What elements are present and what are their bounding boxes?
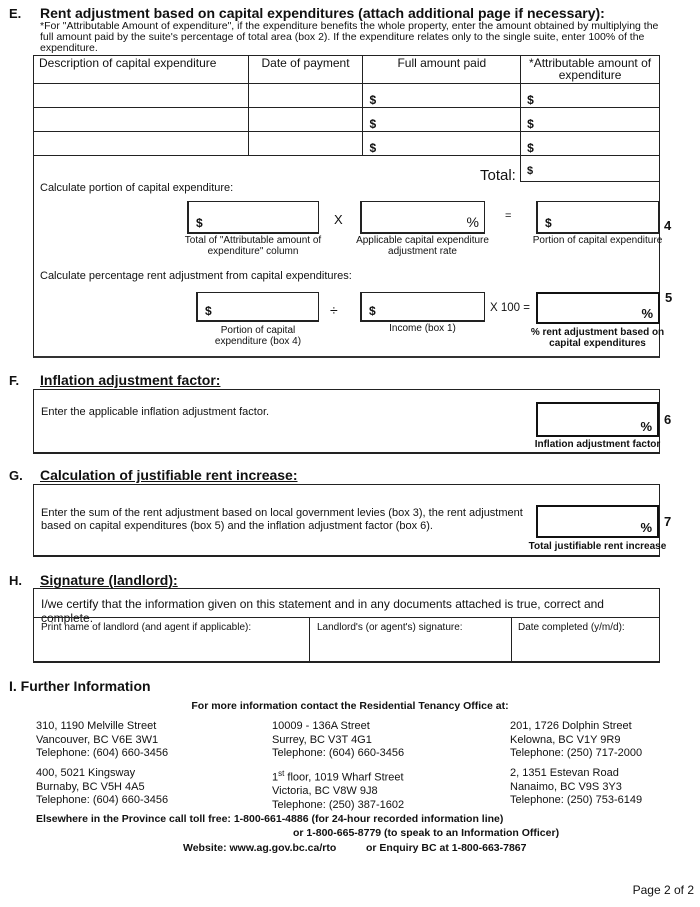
office-phone-line: Telephone: (250) 753-6149 [510,794,643,806]
total-label: Total: [480,167,516,184]
section-f-title: Inflation adjustment factor: [40,372,221,388]
dollar-symbol: $ [205,304,212,318]
enquiry-bc: or Enquiry BC at 1-800-663-7867 [366,842,527,854]
total-value-field[interactable] [520,155,660,182]
header-full-amount: Full amount paid [363,56,521,84]
percent-symbol: % [640,419,652,434]
adjustment-rate-input[interactable] [360,201,485,234]
office-city-line: Victoria, BC V8W 9J8 [272,785,378,798]
divide-operator: ÷ [330,302,338,318]
full-amount-cell[interactable]: $ [363,132,521,156]
office-city-line: Kelowna, BC V1Y 9R9 [510,733,621,746]
section-e-note: *For "Attributable Amount of expenditure", if the expenditure benefits the whole property, enter the amount obtained by multiplying the full amount paid by the suite's percentage of total area (box 2). If the expenditure relates only to the single suite, enter 100% of the expenditure. [40,20,659,54]
date-cell[interactable] [248,84,363,108]
percent-symbol: % [466,214,479,230]
date-cell[interactable] [248,132,363,156]
equals-operator: = [505,210,512,222]
dollar-symbol: $ [196,216,203,230]
box-number-7: 7 [664,514,672,529]
total-attributable-input[interactable] [187,201,319,234]
office-phone-line: Telephone: (250) 717-2000 [510,747,643,759]
multiply-operator: X [334,212,343,227]
portion-box4-caption: Portion of capital expenditure (box 4) [214,325,302,347]
tollfree-line-2: or 1-800-665-8779 (to speak to an Information Officer) [293,827,560,839]
dollar-symbol: $ [369,304,376,318]
section-e-letter: E. [9,6,22,21]
section-h-title: Signature (landlord): [40,572,178,588]
full-amount-cell[interactable]: $ [363,84,521,108]
office-surrey [272,720,404,761]
percent-symbol: % [641,306,653,321]
total-value: $ [527,165,534,177]
date-cell[interactable] [248,108,363,132]
income-box1-caption: Income (box 1) [389,323,456,334]
attributable-cell[interactable]: $ [521,108,660,132]
date-completed-label: Date completed (y/m/d): [518,622,625,633]
header-date: Date of payment [248,56,363,84]
box-number-5: 5 [665,290,673,305]
total-justifiable-increase-caption: Total justifiable rent increase [528,541,667,552]
section-g-title: Calculation of justifiable rent increase: [40,467,298,483]
certify-statement: I/we certify that the information given on this statement and in any documents attached is true, correct and complete. [41,597,604,625]
office-kelowna [510,720,642,761]
calc1-label: Calculate portion of capital expenditure: [40,182,234,194]
landlord-name-label: Print name of landlord (and agent if applicable): [41,622,252,633]
full-amount-cell[interactable]: $ [363,108,521,132]
attributable-cell[interactable]: $ [521,84,660,108]
office-phone-line: Telephone: (604) 660-3456 [272,747,405,759]
section-g-instruction: Enter the sum of the rent adjustment based on local government levies (box 3), the rent adjustment based on capital expenditures (box 5) and the inflation adjustment factor (box 6). [41,507,523,532]
signature-box [33,588,660,663]
tollfree-line-1: Elsewhere in the Province call toll free: 1-800-661-4886 (for 24-hour recorded information line) [36,813,504,825]
box-number-4: 4 [664,218,672,233]
times-100-operator: X 100 = [490,302,530,314]
office-address-line: 201, 1726 Dolphin Street [510,720,632,732]
office-address-line: 2, 1351 Estevan Road [510,767,619,779]
attributable-cell[interactable]: $ [521,132,660,156]
office-victoria [272,767,404,812]
table-row [34,84,660,108]
table-row [34,108,660,132]
office-address-line: 310, 1190 Melville Street [36,720,157,732]
floor-number: 1 [272,771,279,784]
inflation-factor-caption: Inflation adjustment factor [534,439,661,450]
office-city-line: Vancouver, BC V6E 3W1 [36,733,159,746]
office-address-line: 10009 - 136A Street [272,720,370,732]
office-phone-line: Telephone: (604) 660-3456 [36,747,169,759]
office-city-line: Burnaby, BC V5H 4A5 [36,780,145,793]
dollar-symbol: $ [545,216,552,230]
section-g-letter: G. [9,468,23,483]
inflation-factor-input[interactable] [536,402,659,437]
section-i-title: I. Further Information [9,678,151,694]
date-completed-field[interactable] [511,617,661,663]
landlord-signature-field[interactable] [309,617,511,663]
office-phone-line: Telephone: (604) 660-3456 [36,794,169,806]
section-h-letter: H. [9,573,22,588]
income-box1-input[interactable] [360,292,485,322]
section-f-letter: F. [9,373,20,388]
website-link[interactable]: Website: www.ag.gov.bc.ca/rto [183,842,337,854]
office-address-line: 400, 5021 Kingsway [36,767,136,779]
table-row [34,132,660,156]
adjustment-rate-caption: Applicable capital expenditure adjustment rate [356,235,489,257]
section-e-title: Rent adjustment based on capital expenditures (attach additional page if necessary): [40,5,605,21]
portion-capital-input[interactable] [536,201,659,234]
capital-expenditure-table [33,55,660,156]
box-number-6: 6 [664,412,672,427]
office-city-line: Surrey, BC V3T 4G1 [272,733,372,746]
office-nanaimo [510,767,642,808]
rent-adjustment-capital-caption: % rent adjustment based on capital expenditures [530,327,665,349]
landlord-name-field[interactable] [34,617,309,663]
header-description: Description of capital expenditure [34,56,249,84]
office-address-rest: floor, 1019 Wharf Street [284,771,404,784]
office-address-line [272,767,404,785]
total-attributable-caption: Total of "Attributable amount of expenditure" column [184,235,322,257]
contact-intro: For more information contact the Residential Tenancy Office at: [191,700,509,712]
description-cell[interactable] [34,108,249,132]
office-phone-line: Telephone: (250) 387-1602 [272,798,405,811]
office-city-line: Nanaimo, BC V9S 3Y3 [510,780,622,793]
floor-suffix: st [278,769,285,778]
portion-box4-input[interactable] [196,292,319,322]
total-justifiable-increase-input[interactable] [536,505,659,538]
section-f-instruction: Enter the applicable inflation adjustment factor. [41,406,270,418]
portion-capital-caption: Portion of capital expenditure [532,235,663,246]
page-number: Page 2 of 2 [632,883,694,897]
calc2-label: Calculate percentage rent adjustment from capital expenditures: [40,270,352,282]
office-vancouver [36,720,168,761]
description-cell[interactable] [34,84,249,108]
office-burnaby [36,767,168,808]
header-attributable: *Attributable amount of expenditure [521,56,660,84]
description-cell[interactable] [34,132,249,156]
table-header-row [34,56,660,84]
rent-adjustment-capital-input[interactable] [536,292,660,324]
percent-symbol: % [640,520,652,535]
landlord-signature-label: Landlord's (or agent's) signature: [317,622,463,633]
